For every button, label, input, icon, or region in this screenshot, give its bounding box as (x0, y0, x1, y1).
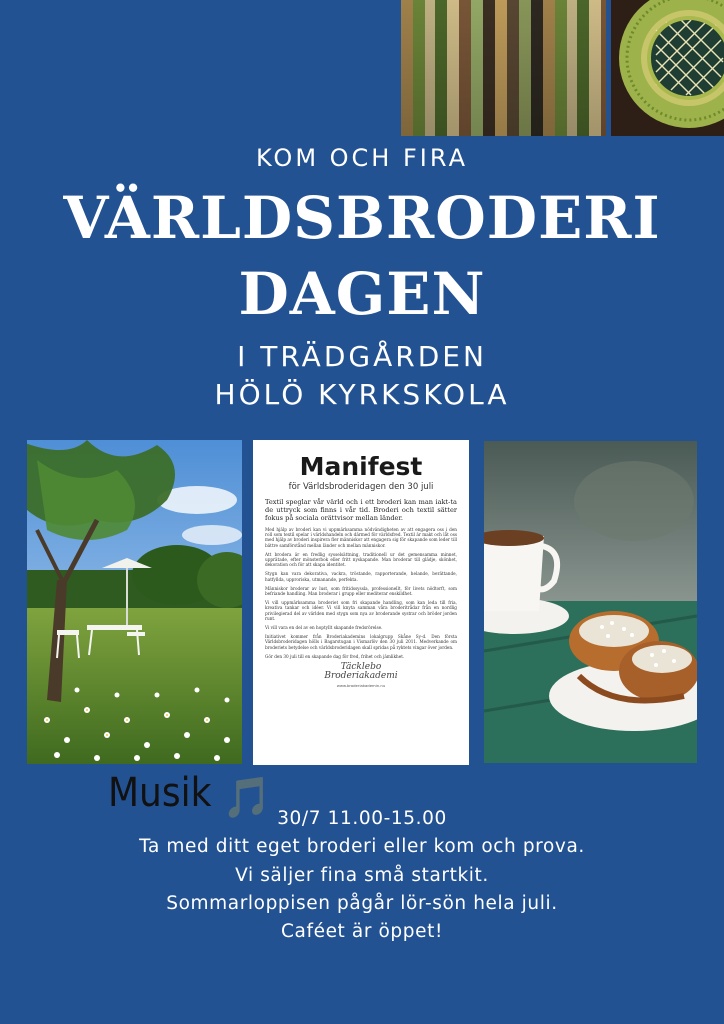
garden-photo (27, 440, 242, 764)
info-line: Vi säljer fina små startkit. (235, 865, 489, 886)
manifest-signature-logo (265, 663, 457, 681)
title-line-1: VÄRLDSBRODERI (63, 184, 661, 252)
manifest-paragraph: Gör den 30 juli till en skapande dag för fred, frihet och jämlikhet. (265, 653, 405, 659)
yarn-photo (401, 0, 606, 136)
manifest-paragraph: Stygn kan vara dekorativa, vackra, tröstande, rapporterande, helande, berättande, hatfyllda, upproriska, utmanande, perfekta. (265, 571, 457, 582)
intro-heading: KOM OCH FIRA (256, 144, 468, 172)
signature-line-2: Broderiakademi (324, 671, 398, 682)
manifest-document (253, 440, 469, 765)
manifest-subtitle: för Världsbroderidagen den 30 juli (288, 482, 434, 492)
info-line: Caféet är öppet! (281, 921, 443, 942)
manifest-lead: Textil speglar vår värld och i ett broderi kan man iakt-ta de uttryck som finns i vår tid. Broderi och textil sätter fokus på sociala orättvisor mellan länder. (265, 498, 457, 522)
manifest-title: Manifest (299, 452, 423, 481)
embroidery-photo (611, 0, 724, 136)
music-label: Musik (108, 770, 212, 816)
coffee-graphic (484, 441, 697, 763)
info-line: Sommarloppisen pågår lör-sön hela juli. (166, 893, 558, 914)
info-line: Ta med ditt eget broderi eller kom och prova. (139, 836, 585, 857)
signature-line-1: Täcklebo (340, 662, 382, 673)
manifest-paragraph: Vi vill vara en del av en hoptyllt skapande fredsrörelse. (265, 625, 383, 631)
venue-line-1: I TRÄDGÅRDEN (237, 340, 487, 373)
coffee-photo (484, 441, 697, 763)
event-time: 30/7 11.00-15.00 (277, 808, 447, 829)
venue-line-2: HÖLÖ KYRKSKOLA (214, 378, 510, 411)
garden-graphic (27, 440, 242, 764)
manifest-paragraph: Vi vill uppmärksamma broderiet som fri skapande handling, som kan leda till fria, kreativa tankar och idéer. Vi vill knyta samman våra broderitrådar från en nordlig privilegierad del av världen med stygn som nya av broderande systrar och bröder jorden runt. (265, 600, 457, 621)
music-note-icon: 🎵 (222, 775, 272, 821)
manifest-url: www.broderiakademin.nu (336, 683, 386, 689)
manifest-paragraph: Med hjälp av broderi kan vi uppmärksamma nödvändigheten av att engagera oss i den roll som textil spelar i världshandeln och därmed för världsfred. Textil är makt och låt oss med hjälp av broderi inspirera fler människor att engagera sig för skapande som leder till bättre samförstånd mellan länder och mellan människor. (265, 527, 457, 548)
title-line-2: DAGEN (238, 260, 486, 328)
manifest-paragraph: Att brodera är en fredlig sysselsättning, traditionell ur det gemensamma minnet, upprätade, efter mönsterbok eller fritt nyskapande. Man broderar till glädje, skönhet, dekoration och för att skapa identitet. (265, 551, 457, 568)
embroidery-graphic (611, 0, 724, 136)
manifest-paragraph: Människor broderar av lust, som fritidssyssla, professionellt, för livets nödtorft, som befriande handling. Man broderar i grupp eller mediterar enskildhet. (265, 585, 457, 597)
manifest-paragraph: Initiativet kommer från Broderiakademins lokalgrupp Skåne Sy-d. Den första Världsbroderidagen hölls i Bagarstugan i Vismarlöv den 30 juli 2011. Medverkande om broderiets betydelse och världsbroderidagen skall spridas på ryktets vingar över jorden. (265, 634, 457, 650)
